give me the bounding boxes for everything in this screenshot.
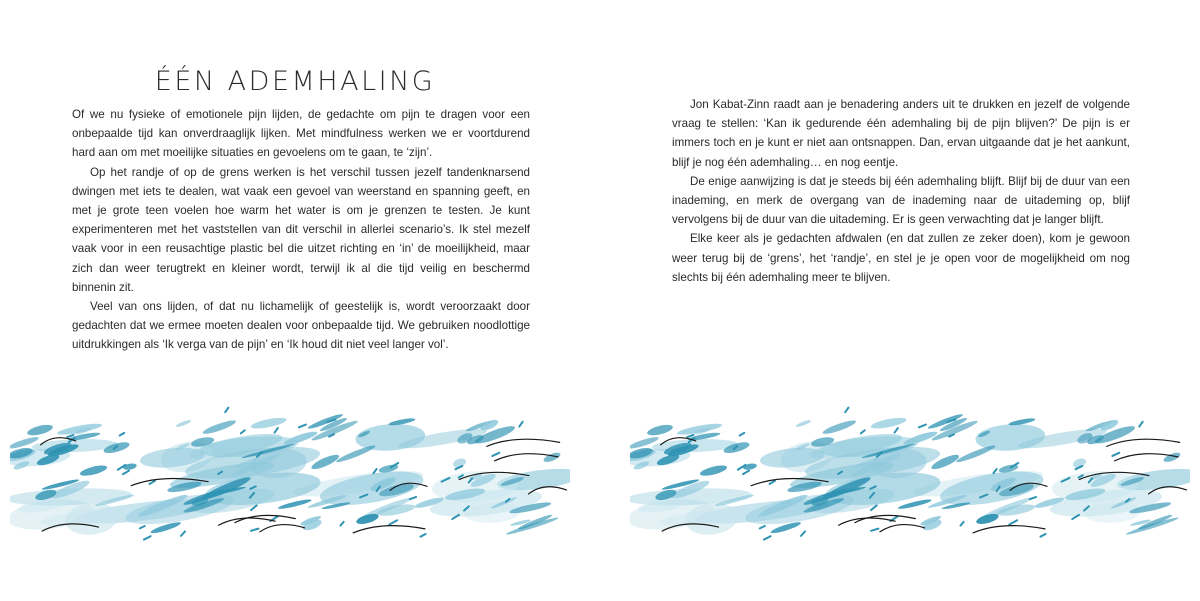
wave-dash (895, 428, 898, 432)
wave-dash (760, 526, 765, 528)
wave-stroke (795, 419, 811, 428)
wave-dash (743, 471, 749, 474)
paragraph: Veel van ons lijden, of dat nu lichamelijk of geestelijk is, wordt veroorzaakt door gedachten dat we ermee moeten dealen voor onbepaalde tijd. We gebruiken noodlottige uitdrukkingen als ‘Ik verga van de pijn’ en ‘Ik houd dit niet veel langer vol’. (72, 300, 530, 352)
wave-crest-line (219, 518, 276, 525)
wave-stroke (123, 463, 138, 471)
page-title: ÉÉN ADEMHALING (154, 66, 436, 97)
wave-dash (871, 529, 878, 531)
wave-dash (373, 469, 376, 473)
wave-stroke (335, 443, 376, 464)
wave-dash (993, 469, 996, 473)
wave-stroke (646, 423, 674, 438)
wave-dash (299, 425, 306, 428)
wave-stroke (79, 463, 108, 477)
paragraph: Jon Kabat-Zinn raadt aan je benadering anders uit te drukken en jezelf de volgende vraag te stellen: ‘Kan ik gedurende één ademhaling bij de pijn blijven?’ De pijn is er immers toch en je kunt er niet aan ontsnappen. Dan, ervan uitgaande dat je het aankunt, blijf je nog één ademhaling… en nog eentje. (672, 98, 1130, 169)
wave-dash (275, 428, 278, 432)
wave-dash (149, 481, 154, 484)
wave-dash (225, 408, 228, 413)
wave-stroke (1125, 516, 1179, 536)
wave-crest-line (487, 439, 560, 446)
wave-dash (764, 536, 771, 539)
paragraph: De enige aanwijzing is dat je steeds bij één ademhaling blijft. Blijf bij de duur van een inademing, en merk de overgang van de inademing naar de uitademing op, blijf vervolgens bij de duur van die uitademing. Er is geen verwachting dat je langer blijft. (672, 174, 1130, 227)
wave-stroke (175, 419, 191, 428)
wave-stroke (250, 416, 287, 431)
waves-illustration-icon (10, 400, 570, 550)
wave-stroke (505, 516, 559, 536)
wave-dash (389, 520, 397, 524)
wave-dash (410, 497, 416, 499)
wave-stroke (870, 416, 907, 431)
wave-dash (420, 534, 425, 537)
wave-crest-line (260, 525, 305, 532)
wave-dash (519, 422, 522, 427)
wave-dash (1030, 497, 1036, 499)
wave-dash (960, 522, 963, 526)
paragraph: Of we nu fysieke of emotionele pijn lijden, de gedachte om pijn te dragen voor een onbepaalde tijd kan onverdraaglijk lijken. Met mindfulness werken we er voortdurend hard aan om met moeilijke situaties en gevoelens om te gaan, te ‘zijn’. (72, 108, 530, 160)
wave-stroke (699, 463, 728, 477)
wave-dash (144, 536, 151, 539)
paragraph: Elke keer als je gedachten afdwalen (en dat zullen ze zeker doen), kom je gewoon weer terug bij de ‘grens’, het ‘randje’, en stel je je open voor de mogelijkheid om nog slechts bij één ademhaling meer te blijven. (672, 232, 1130, 284)
wave-dash (140, 526, 145, 528)
right-page (600, 0, 1200, 601)
wave-dash (861, 430, 865, 433)
wave-dash (340, 522, 343, 526)
wave-stroke (822, 418, 858, 436)
wave-dash (241, 430, 245, 433)
wave-stroke (202, 418, 238, 436)
wave-dash (740, 433, 745, 436)
wave-dash (919, 425, 926, 428)
wave-crest-line (353, 526, 425, 533)
wave-crest-line (839, 518, 896, 525)
waves-illustration-icon (630, 400, 1190, 550)
wave-dash (769, 481, 774, 484)
wave-dash (492, 453, 499, 456)
wave-stroke (26, 423, 54, 438)
wave-stroke (955, 443, 996, 464)
wave-dash (120, 433, 125, 436)
wave-dash (67, 435, 73, 437)
wave-dash (687, 435, 693, 437)
wave-crest-line (1107, 439, 1180, 446)
wave-dash (181, 531, 185, 535)
wave-crest-line (973, 526, 1045, 533)
left-body-text (72, 105, 530, 355)
paragraph: Op het randje of op de grens werken is het verschil tussen jezelf tandenknarsend dwingen met iets te dealen, wat vaak een gevoel van weerstand en spanning geeft, en met je grote teen voelen hoe warm het water is om je grenzen te testen. Je kunt experimenteren met het vaststellen van dit verschil in allerlei scenario’s. Ik stel mezelf vaak voor in een reusachtige plastic bel die uitzet richting en ‘in’ de moeilijkheid, maar zich dan weer terugtrekt en kleiner wordt, terwijl ik al die tijd veilig en beschermd binnenin zit. (72, 165, 530, 294)
wave-dash (1112, 453, 1119, 456)
right-body-text (672, 95, 1130, 287)
wave-stroke (743, 463, 758, 471)
wave-dash (1139, 422, 1142, 427)
wave-dash (251, 529, 258, 531)
wave-dash (801, 531, 805, 535)
wave-dash (123, 471, 129, 474)
wave-dash (1009, 520, 1017, 524)
wave-stroke (1162, 451, 1181, 464)
wave-crest-line (880, 525, 925, 532)
wave-stroke (542, 451, 561, 464)
wave-dash (1040, 534, 1045, 537)
wave-dash (845, 408, 848, 413)
